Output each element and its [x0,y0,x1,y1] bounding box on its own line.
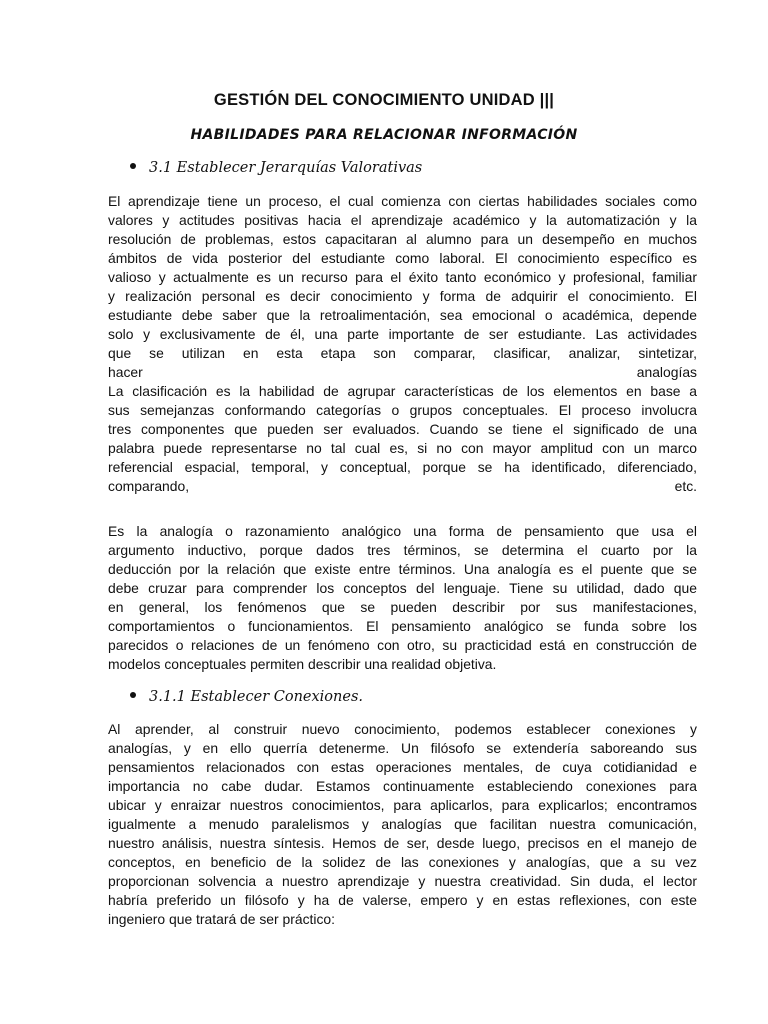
document-subtitle: HABILIDADES PARA RELACIONAR INFORMACIÓN [190,127,578,143]
text-line: palabra puede representarse no tal cual es, si no con mayor amplitud con un marco [108,440,697,456]
text-line: La clasificación es la habilidad de agrupar características de los elementos en base a [108,383,697,399]
text-line: argumento inductivo, porque dados tres términos, se determina el cuarto por la [108,542,697,558]
text-line: resolución de problemas, estos capacitaran al alumno para un desempeño en muchos [108,231,697,247]
text-line: valores y actitudes positivas hacia el aprendizaje académico y la automatización y la [108,212,697,228]
text-line: pensamientos relacionados con estas operaciones mentales, de cuya cotidianidad e [108,759,697,775]
section-heading-text: 3.1.1 Establecer Conexiones. [149,689,364,705]
bullet-icon [130,163,136,169]
text-line: tres componentes que pueden ser evaluados. Cuando se tiene el significado de una [108,421,697,437]
text-line: referencial espacial, temporal, y conceptual, porque se ha identificado, diferenciado, [108,459,697,475]
text-line: importancia no cabe dudar. Estamos continuamente estableciendo conexiones para [108,778,697,794]
text-line: debe cruzar para comprender los conceptos del lenguaje. Tiene su utilidad, dado que [108,580,697,596]
bullet-icon [130,692,136,698]
document-title: GESTIÓN DEL CONOCIMIENTO UNIDAD ||| [213,91,555,109]
text-line: modelos conceptuales permiten describir una realidad objetiva. [108,656,497,672]
text-line: valioso y actualmente es un recurso para el éxito tanto económico y profesional, familiar [108,269,697,285]
paragraph-analogia [108,522,697,674]
text-line: parecidos o relaciones de un fenómeno con otro, su practicidad está en construcción de [108,637,697,653]
text-line: sus semejanzas conformando categorías o grupos conceptuales. El proceso involucra [108,402,697,418]
text-line: y realización personal es decir conocimiento y forma de adquirir el conocimiento. El [108,288,697,304]
text-line: solo y exclusivamente de él, una parte importante de ser estudiante. Las actividades [108,326,697,342]
text-line: Es la analogía o razonamiento analógico una forma de pensamiento que usa el [108,523,697,539]
text-line: Al aprender, al construir nuevo conocimiento, podemos establecer conexiones y [108,721,697,737]
text-line: ingeniero que tratará de ser práctico: [108,911,336,927]
text-line: El aprendizaje tiene un proceso, el cual comienza con ciertas habilidades sociales como [108,193,697,209]
text-line: ámbitos de vida posterior del estudiante como laboral. El conocimiento específico es [108,250,697,266]
text-line: nuestro análisis, nuestra síntesis. Hemos de ser, desde luego, precisos en el manejo de [108,835,697,851]
text-line: deducción por la relación que existe entre términos. Una analogía es el puente que se [108,561,697,577]
text-word: etc. [674,478,697,494]
text-word: comparando, [108,478,190,494]
section-heading-3-1 [130,160,422,176]
text-line: conceptos, en beneficio de la solidez de las conexiones y analogías, que a su vez [108,854,697,870]
text-line: comportamientos o funcionamientos. El pensamiento analógico se funda sobre los [108,618,697,634]
text-line [108,363,697,382]
text-line: habría preferido un filósofo y ha de valerse, empero y en estas reflexiones, con este [108,892,697,908]
paragraph-jerarquias [108,192,697,496]
text-line: proporcionan solvencia a nuestro aprendizaje y nuestra creatividad. Sin duda, el lector [108,873,697,889]
text-word: hacer [108,364,143,380]
text-word: analogías [636,364,697,380]
paragraph-conexiones [108,720,697,929]
text-line: estudiante debe saber que la retroalimentación, sea emocional o académica, depende [108,307,697,323]
text-line: que se utilizan en esta etapa son comparar, clasificar, analizar, sintetizar, [108,345,697,361]
text-line: igualmente a menudo paralelismos y analogías que facilitan nuestra comunicación, [108,816,697,832]
text-line: analogías, y en ello querría detenerme. Un filósofo se extendería saboreando sus [108,740,697,756]
text-line [108,477,697,496]
text-line: ubicar y enraizar nuestros conocimientos, para aplicarlos, para explicarlos; encontramos [108,797,697,813]
text-line: en general, los fenómenos que se pueden describir por sus manifestaciones, [108,599,697,615]
section-heading-text: 3.1 Establecer Jerarquías Valorativas [149,160,423,176]
section-heading-3-1-1 [130,689,363,705]
